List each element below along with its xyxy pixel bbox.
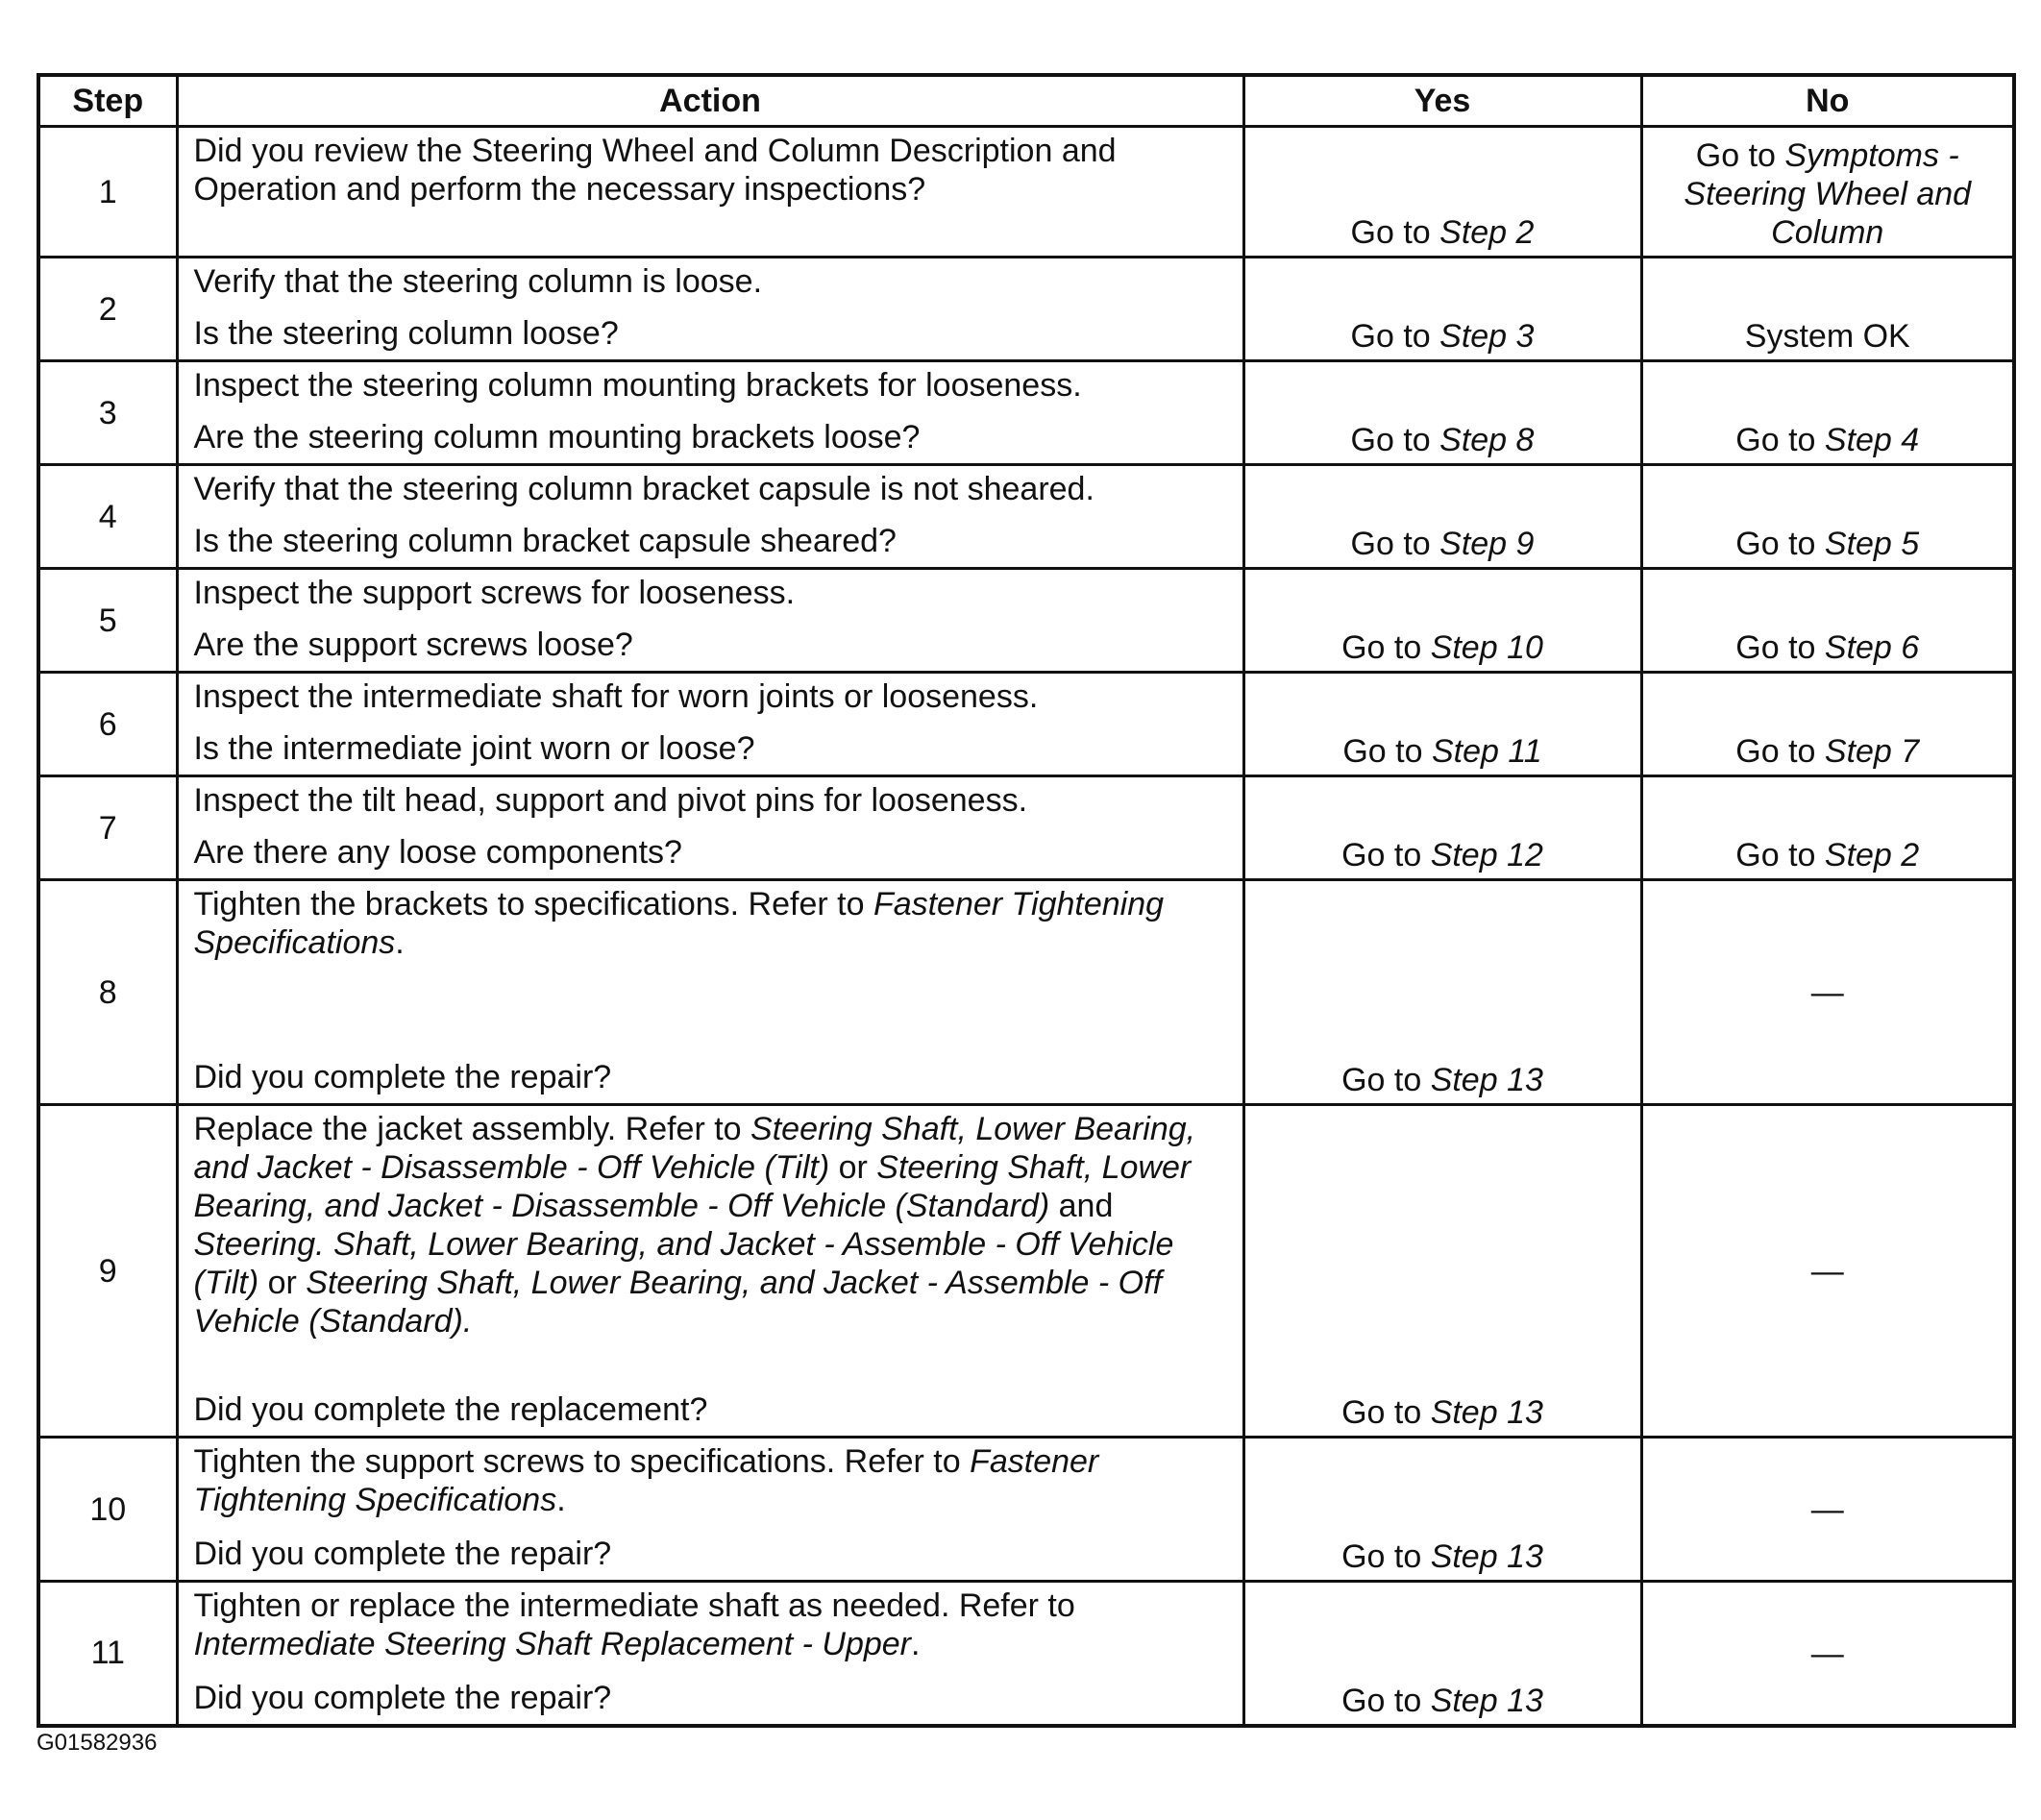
action-cell bbox=[177, 673, 1243, 776]
table.rows.7.action-text: . bbox=[395, 924, 405, 961]
table.rows.5.no-text: Step 7 bbox=[1824, 733, 1920, 770]
action-question bbox=[194, 1390, 1229, 1429]
action-instruction bbox=[194, 574, 1229, 612]
table.rows.10.yes-text: Step 13 bbox=[1430, 1682, 1543, 1719]
table.rows.4.no-text: Step 6 bbox=[1824, 629, 1920, 666]
table.rows.5.no-text: Go to bbox=[1735, 733, 1825, 770]
action-instruction bbox=[194, 677, 1229, 716]
table.rows.9.action-text: Tighten the support screws to specifications. Refer to bbox=[193, 1443, 971, 1480]
action-question bbox=[194, 418, 1229, 456]
yes-cell bbox=[1243, 1105, 1641, 1438]
yes-cell bbox=[1243, 569, 1641, 673]
table.rows.9.yes-text: Go to bbox=[1341, 1538, 1431, 1575]
table.rows.7.yes-text: Go to bbox=[1341, 1062, 1431, 1098]
table-row bbox=[38, 1438, 2014, 1582]
header-row bbox=[38, 75, 2014, 127]
table-row bbox=[38, 465, 2014, 569]
table-row bbox=[38, 776, 2014, 880]
table.rows.2.no-text: Go to bbox=[1735, 422, 1825, 458]
step-number: 6 bbox=[38, 673, 177, 776]
action-cell bbox=[177, 127, 1243, 258]
yes-cell bbox=[1243, 673, 1641, 776]
table.rows.0.action-text: Did you review the Steering Wheel and Column Description and Operation and perform the necessary inspections? bbox=[193, 133, 1117, 208]
table-row bbox=[38, 361, 2014, 465]
table.rows.4.yes-text: Step 10 bbox=[1430, 629, 1543, 666]
action-instruction bbox=[194, 885, 1229, 962]
table.rows.1.yes-text: Step 3 bbox=[1439, 318, 1535, 355]
action-question bbox=[194, 833, 1229, 872]
yes-cell bbox=[1243, 361, 1641, 465]
table.rows.0.no-text: Symptoms - Steering Wheel and Column bbox=[1684, 137, 1972, 251]
yes-cell bbox=[1243, 1582, 1641, 1726]
table.rows.7.action-text: Tighten the brackets to specifications. Refer to bbox=[193, 886, 873, 922]
table.rows.0.yes-text: Go to bbox=[1350, 214, 1440, 251]
diagnostic-table bbox=[37, 73, 2016, 1728]
table.rows.10.yes-text: Go to bbox=[1341, 1682, 1431, 1719]
action-question bbox=[194, 1535, 1229, 1573]
table-row bbox=[38, 673, 2014, 776]
action-cell bbox=[177, 569, 1243, 673]
table-body bbox=[38, 127, 2014, 1726]
figure-id: G01582936 bbox=[37, 1730, 158, 1756]
table.rows.8.action-text: Steering. Shaft, Lower Bearing, and Jacket - Assemble - Off Vehicle (Tilt) bbox=[193, 1226, 1174, 1301]
no-cell bbox=[1641, 569, 2014, 673]
table.rows.3.yes-text: Step 9 bbox=[1439, 526, 1535, 562]
table.rows.3.question-text: Is the steering column bracket capsule sheared? bbox=[193, 523, 897, 559]
table.rows.10.action-text: Intermediate Steering Shaft Replacement - Upper bbox=[193, 1626, 912, 1662]
table.rows.9.no-text: — bbox=[1810, 1491, 1844, 1528]
table.rows.4.no-text: Go to bbox=[1735, 629, 1825, 666]
step-number: 8 bbox=[38, 880, 177, 1105]
yes-cell bbox=[1243, 465, 1641, 569]
table.rows.6.yes-text: Go to bbox=[1341, 837, 1431, 873]
table.rows.0.no-text: Go to bbox=[1695, 137, 1785, 174]
action-cell bbox=[177, 776, 1243, 880]
table.rows.4.yes-text: Go to bbox=[1341, 629, 1431, 666]
table.rows.8.action-text: Steering Shaft, Lower Bearing, and Jacket - Disassemble - Off Vehicle (Standard) bbox=[193, 1149, 1192, 1224]
table.rows.6.no-text: Step 2 bbox=[1824, 837, 1920, 873]
table.rows.10.question-text: Did you complete the repair? bbox=[193, 1680, 612, 1716]
table.rows.7.action-text: Fastener Tightening Specifications bbox=[193, 886, 1165, 961]
action-cell bbox=[177, 1105, 1243, 1438]
table.rows.1.no-text: System OK bbox=[1744, 318, 1910, 355]
table.rows.6.action-text: Inspect the tilt head, support and pivot pins for looseness. bbox=[193, 782, 1028, 819]
table.rows.0.yes-text: Step 2 bbox=[1439, 214, 1535, 251]
table.rows.9.yes-text: Step 13 bbox=[1430, 1538, 1543, 1575]
table.rows.8.yes-text: Step 13 bbox=[1430, 1394, 1543, 1431]
table.rows.6.yes-text: Step 12 bbox=[1430, 837, 1543, 873]
table.rows.1.yes-text: Go to bbox=[1350, 318, 1440, 355]
table.rows.10.no-text: — bbox=[1810, 1635, 1844, 1672]
table.rows.8.yes-text: Go to bbox=[1341, 1394, 1431, 1431]
header-step: Step bbox=[38, 75, 177, 127]
table.rows.5.yes-text: Step 11 bbox=[1431, 733, 1542, 770]
no-cell bbox=[1641, 465, 2014, 569]
action-instruction bbox=[194, 1110, 1229, 1340]
table.rows.9.action-text: Fastener Tightening Specifications bbox=[193, 1443, 1099, 1518]
table.rows.8.action-text: Replace the jacket assembly. Refer to bbox=[193, 1111, 751, 1147]
table.rows.2.no-text: Step 4 bbox=[1824, 422, 1920, 458]
action-cell bbox=[177, 361, 1243, 465]
action-question bbox=[194, 314, 1229, 353]
step-number: 2 bbox=[38, 258, 177, 361]
table.rows.5.question-text: Is the intermediate joint worn or loose? bbox=[193, 730, 755, 767]
action-question bbox=[194, 729, 1229, 768]
table.rows.3.no-text: Step 5 bbox=[1824, 526, 1920, 562]
step-number: 7 bbox=[38, 776, 177, 880]
table.rows.4.question-text: Are the support screws loose? bbox=[193, 627, 633, 663]
table.rows.3.no-text: Go to bbox=[1735, 526, 1825, 562]
yes-cell bbox=[1243, 1438, 1641, 1582]
table-row bbox=[38, 127, 2014, 258]
no-cell bbox=[1641, 1438, 2014, 1582]
table.rows.10.action-text: . bbox=[911, 1626, 921, 1662]
table.rows.1.question-text: Is the steering column loose? bbox=[193, 315, 619, 352]
table.rows.4.action-text: Inspect the support screws for looseness. bbox=[193, 575, 796, 611]
table.rows.5.yes-text: Go to bbox=[1342, 733, 1432, 770]
action-instruction bbox=[194, 781, 1229, 820]
action-question bbox=[194, 1679, 1229, 1717]
table.rows.7.yes-text: Step 13 bbox=[1430, 1062, 1543, 1098]
step-number: 10 bbox=[38, 1438, 177, 1582]
step-number: 5 bbox=[38, 569, 177, 673]
table.rows.9.question-text: Did you complete the repair? bbox=[193, 1536, 612, 1572]
step-number: 11 bbox=[38, 1582, 177, 1726]
no-cell bbox=[1641, 1582, 2014, 1726]
yes-cell bbox=[1243, 880, 1641, 1105]
no-cell bbox=[1641, 361, 2014, 465]
action-instruction bbox=[194, 132, 1229, 209]
table.rows.6.question-text: Are there any loose components? bbox=[193, 834, 682, 871]
action-instruction bbox=[194, 1442, 1229, 1519]
action-cell bbox=[177, 880, 1243, 1105]
table.rows.1.action-text: Verify that the steering column is loose. bbox=[193, 263, 763, 300]
table.rows.7.question-text: Did you complete the repair? bbox=[193, 1059, 612, 1095]
action-question bbox=[194, 522, 1229, 560]
table-row bbox=[38, 1105, 2014, 1438]
action-instruction bbox=[194, 1586, 1229, 1663]
yes-cell bbox=[1243, 776, 1641, 880]
table-row bbox=[38, 258, 2014, 361]
action-instruction bbox=[194, 262, 1229, 301]
action-cell bbox=[177, 258, 1243, 361]
table.rows.8.action-text: Steering Shaft, Lower Bearing, and Jacket - Assemble - Off Vehicle (Standard). bbox=[193, 1265, 1163, 1340]
step-number: 1 bbox=[38, 127, 177, 258]
action-instruction bbox=[194, 470, 1229, 508]
table-row bbox=[38, 1582, 2014, 1726]
header-no: No bbox=[1641, 75, 2014, 127]
table.rows.2.question-text: Are the steering column mounting brackets loose? bbox=[193, 419, 921, 455]
no-cell bbox=[1641, 258, 2014, 361]
table.rows.8.no-text: — bbox=[1810, 1253, 1844, 1290]
no-cell bbox=[1641, 1105, 2014, 1438]
table.rows.8.action-text: or bbox=[829, 1149, 877, 1186]
action-cell bbox=[177, 1438, 1243, 1582]
yes-cell bbox=[1243, 127, 1641, 258]
table-row bbox=[38, 569, 2014, 673]
action-cell bbox=[177, 465, 1243, 569]
table.rows.9.action-text: . bbox=[556, 1482, 566, 1518]
table.rows.6.no-text: Go to bbox=[1735, 837, 1825, 873]
table.rows.8.action-text: Steering Shaft, Lower Bearing, and Jacket - Disassemble - Off Vehicle (Tilt) bbox=[193, 1111, 1196, 1186]
table.rows.2.yes-text: Go to bbox=[1350, 422, 1440, 458]
no-cell bbox=[1641, 127, 2014, 258]
table.rows.8.action-text: and bbox=[1049, 1188, 1114, 1224]
table.rows.7.no-text: — bbox=[1810, 974, 1844, 1011]
table.rows.10.action-text: Tighten or replace the intermediate shaft as needed. Refer to bbox=[193, 1587, 1075, 1624]
step-number: 3 bbox=[38, 361, 177, 465]
action-cell bbox=[177, 1582, 1243, 1726]
action-question bbox=[194, 1058, 1229, 1096]
table.rows.2.yes-text: Step 8 bbox=[1439, 422, 1535, 458]
table.rows.2.action-text: Inspect the steering column mounting brackets for looseness. bbox=[193, 367, 1082, 404]
yes-cell bbox=[1243, 258, 1641, 361]
no-cell bbox=[1641, 776, 2014, 880]
action-instruction bbox=[194, 366, 1229, 405]
table.rows.8.question-text: Did you complete the replacement? bbox=[193, 1391, 708, 1428]
table.rows.3.action-text: Verify that the steering column bracket capsule is not sheared. bbox=[193, 471, 1094, 507]
table-row bbox=[38, 880, 2014, 1105]
table.rows.5.action-text: Inspect the intermediate shaft for worn joints or looseness. bbox=[193, 678, 1039, 715]
no-cell bbox=[1641, 880, 2014, 1105]
header-yes: Yes bbox=[1243, 75, 1641, 127]
no-cell bbox=[1641, 673, 2014, 776]
table.rows.3.yes-text: Go to bbox=[1350, 526, 1440, 562]
step-number: 4 bbox=[38, 465, 177, 569]
header-action: Action bbox=[177, 75, 1243, 127]
action-question bbox=[194, 626, 1229, 664]
step-number: 9 bbox=[38, 1105, 177, 1438]
table.rows.8.action-text: or bbox=[258, 1265, 307, 1301]
